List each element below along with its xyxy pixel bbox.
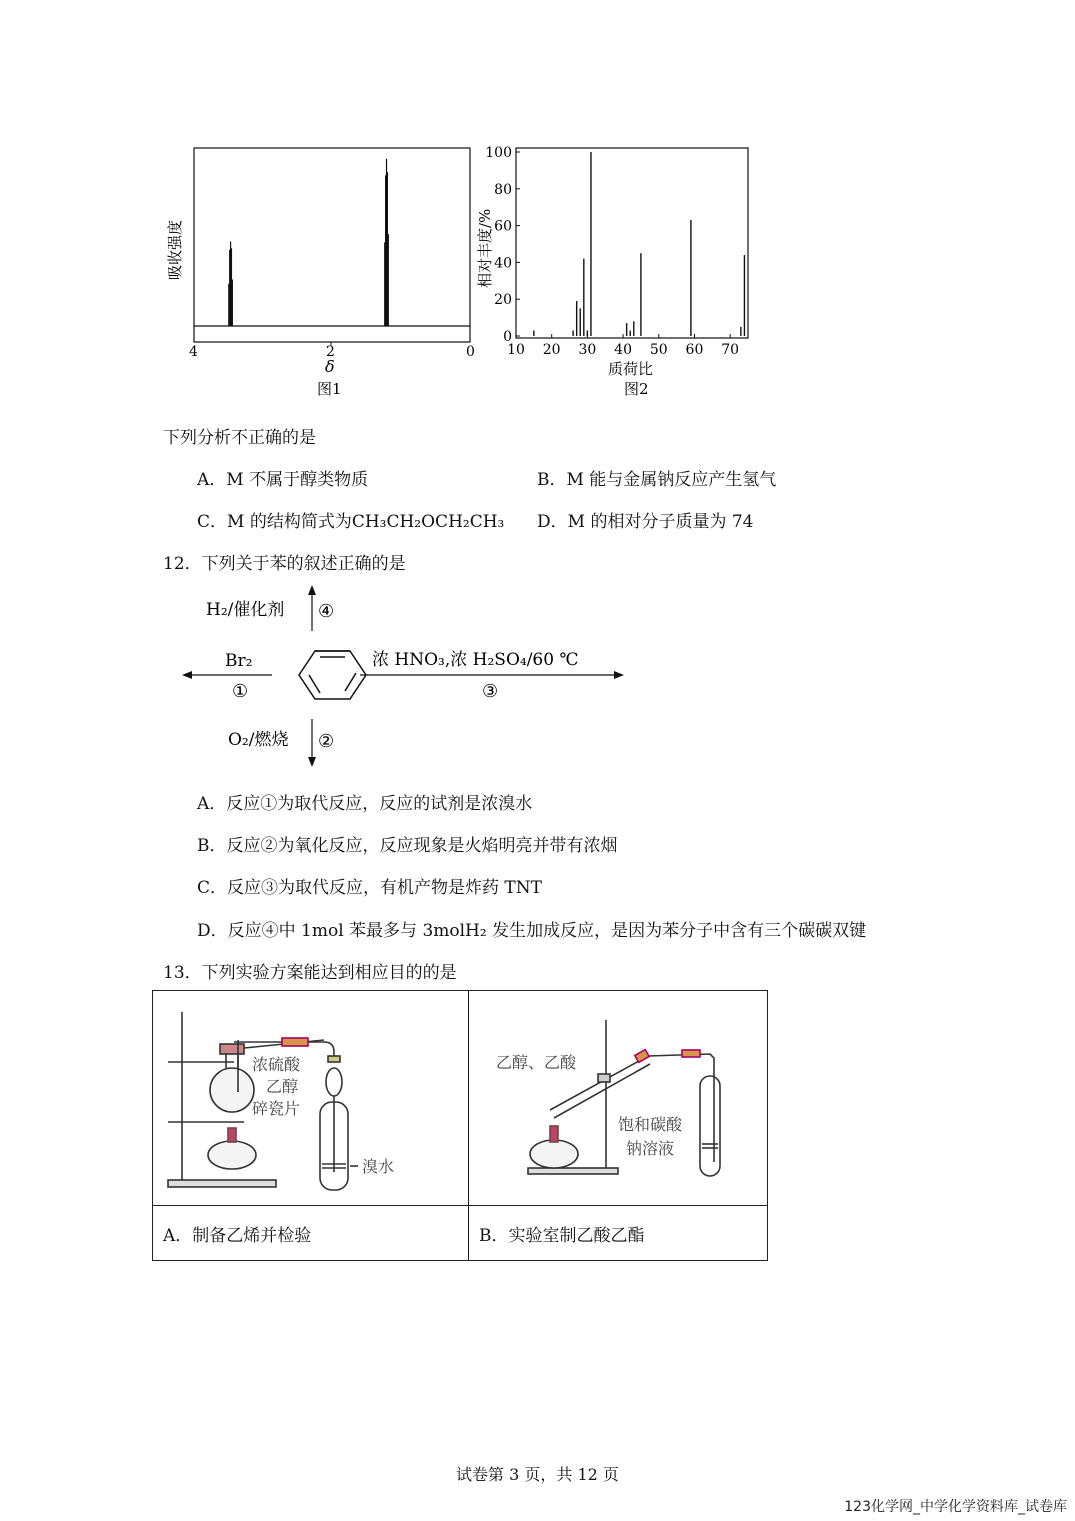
apparatus-b-illustration bbox=[470, 992, 766, 1204]
apparatus-a-illustration bbox=[154, 992, 467, 1204]
fig2-frame bbox=[516, 148, 748, 338]
experiment-table bbox=[152, 990, 768, 1261]
label-ethanol-acetic-acid: 乙醇、乙酸 bbox=[496, 1053, 577, 1072]
q13-stem: 13．下列实验方案能达到相应目的的是 bbox=[163, 963, 457, 983]
fig1-xlabel: δ bbox=[325, 357, 335, 376]
fig2-ytick-label: 20 bbox=[494, 292, 512, 309]
label-porcelain: 碎瓷片 bbox=[252, 1099, 301, 1118]
reaction-number-4: ④ bbox=[318, 601, 335, 622]
fig1-ylabel: 吸收强度 bbox=[166, 219, 184, 280]
reagent-2: O₂/燃烧 bbox=[228, 730, 289, 750]
fig2-xtick-label: 50 bbox=[649, 342, 668, 358]
fig2-xtick-label: 30 bbox=[578, 342, 597, 358]
fig2-xtick-label: 20 bbox=[542, 342, 561, 358]
reaction-number-2: ② bbox=[318, 731, 335, 752]
fig1-frame bbox=[194, 148, 470, 342]
benzene-ring-icon bbox=[299, 651, 366, 699]
q12-option-c: C．反应③为取代反应，有机产物是炸药 TNT bbox=[197, 878, 542, 898]
label-conc-sulfuric-acid: 浓硫酸 bbox=[252, 1055, 301, 1074]
q11-option-b: B．M 能与金属钠反应产生氢气 bbox=[537, 470, 777, 490]
figure-2-mass-spectrum bbox=[470, 140, 760, 402]
q11-option-c-formula: CH₃CH₂OCH₂CH₃ bbox=[351, 512, 505, 532]
fig2-ytick-label: 80 bbox=[494, 181, 512, 198]
q12-option-d: D．反应④中 1mol 苯最多与 3molH₂ 发生加成反应，是因为苯分子中含有三个碳碳双键 bbox=[197, 921, 867, 941]
fig2-ytick-label: 100 bbox=[485, 145, 512, 161]
fig2-xtick-label: 60 bbox=[685, 342, 704, 358]
fig1-xtick: 4 bbox=[189, 344, 198, 360]
fig1-caption: 图1 bbox=[317, 380, 342, 398]
reaction-number-3: ③ bbox=[482, 681, 499, 702]
q12-option-a: A．反应①为取代反应，反应的试剂是浓溴水 bbox=[197, 794, 533, 814]
q11-option-c-text: C．M 的结构简式为 bbox=[197, 512, 352, 532]
fig2-xtick-label: 40 bbox=[614, 342, 632, 358]
apparatus-b-cell bbox=[469, 991, 768, 1206]
fig2-ytick-label: 0 bbox=[503, 329, 512, 345]
label-bromine-water: 溴水 bbox=[362, 1157, 395, 1176]
label-ethanol: 乙醇 bbox=[266, 1077, 299, 1096]
apparatus-a-cell bbox=[153, 991, 469, 1206]
fig2-xtick-label: 70 bbox=[721, 342, 740, 358]
benzene-reaction-scheme bbox=[170, 585, 640, 775]
watermark: 123化学网_中学化学资料库_试卷库 bbox=[844, 1499, 1067, 1515]
reagent-3: 浓 HNO₃,浓 H₂SO₄/60 ℃ bbox=[372, 650, 579, 670]
fig2-ylabel: 相对丰度/% bbox=[476, 208, 494, 288]
label-sodium-solution: 钠溶液 bbox=[626, 1139, 675, 1158]
fig2-caption: 图2 bbox=[624, 380, 649, 398]
apparatus-b-caption: B．实验室制乙酸乙酯 bbox=[469, 1206, 768, 1261]
fig2-xlabel: 质荷比 bbox=[608, 360, 654, 378]
page-footer: 试卷第 3 页，共 12 页 bbox=[456, 1465, 619, 1484]
label-saturated-carbonate: 饱和碳酸 bbox=[618, 1115, 683, 1134]
fig2-ytick-label: 40 bbox=[494, 255, 512, 272]
fig1-xtick: 2 bbox=[326, 344, 335, 360]
q12-stem: 12．下列关于苯的叙述正确的是 bbox=[163, 554, 406, 574]
q12-option-b: B．反应②为氧化反应，反应现象是火焰明亮并带有浓烟 bbox=[197, 836, 618, 856]
fig1-xtick: 0 bbox=[466, 344, 475, 360]
figure-1-nmr bbox=[160, 140, 480, 402]
reagent-4: H₂/催化剂 bbox=[206, 600, 285, 620]
fig2-xtick-label: 10 bbox=[507, 342, 525, 358]
fig2-ytick-label: 60 bbox=[494, 218, 512, 235]
q11-option-a: A．M 不属于醇类物质 bbox=[197, 470, 369, 490]
apparatus-a-caption: A．制备乙烯并检验 bbox=[153, 1206, 469, 1261]
q11-stem: 下列分析不正确的是 bbox=[163, 428, 316, 448]
reagent-1: Br₂ bbox=[225, 651, 253, 671]
q11-option-d: D．M 的相对分子质量为 74 bbox=[537, 512, 754, 532]
q11-option-c bbox=[197, 507, 504, 532]
reaction-number-1: ① bbox=[232, 681, 249, 702]
